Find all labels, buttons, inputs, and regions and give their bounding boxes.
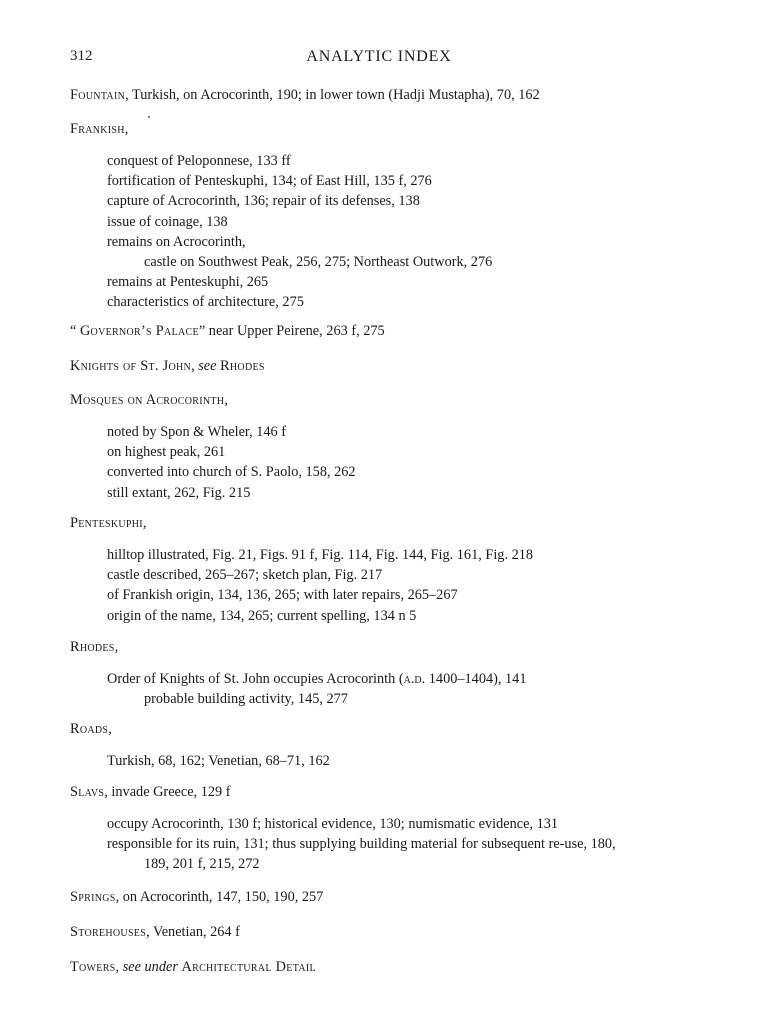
entry-heading	[70, 85, 720, 105]
cross-reference: Architectural Detail	[181, 959, 316, 975]
subentry: occupy Acrocorinth, 130 f; historical evidence, 130; numismatic evidence, 131	[107, 816, 559, 832]
subentry: on highest peak, 261	[107, 444, 226, 461]
subentry	[70, 669, 720, 689]
entry-heading	[70, 513, 720, 533]
subentry: responsible for its ruin, 131; thus supplying building material for subsequent re-use, 180,	[107, 836, 616, 853]
subentry-list	[70, 814, 720, 875]
sub-subentry: probable building activity, 145, 277	[144, 691, 348, 708]
entry-heading	[70, 321, 720, 341]
subentry-list	[70, 545, 720, 626]
entry-heading: Knights of St. John, see Rhodes	[70, 358, 265, 374]
era-abbreviation: a.d.	[403, 671, 426, 687]
heading-term: Storehouses	[70, 924, 147, 940]
subentry-list	[70, 151, 720, 313]
index-entry-governors-palace	[70, 321, 720, 341]
subentry-list	[70, 751, 720, 771]
heading-term: Springs	[70, 889, 116, 905]
subentry-text: 1400–1404), 141	[425, 671, 527, 687]
heading-locators: , invade Greece, 129 f	[104, 784, 231, 800]
index-entry-roads	[70, 719, 720, 771]
index-entry-knights	[70, 356, 720, 376]
heading-term: Knights of St. John	[70, 358, 192, 374]
subentry: characteristics of architecture, 275	[107, 294, 304, 311]
page-number: 312	[70, 48, 93, 64]
heading-locators: , on Acrocorinth, 147, 150, 190, 257	[115, 889, 324, 905]
subentry-list	[70, 422, 720, 503]
subentry: fortification of Penteskuphi, 134; of East Hill, 135 f, 276	[107, 173, 432, 190]
subentry: of Frankish origin, 134, 136, 265; with later repairs, 265–267	[107, 587, 458, 604]
entry-heading	[70, 719, 720, 739]
heading-term: Penteskuphi,	[70, 515, 147, 531]
see-reference: see	[198, 358, 217, 374]
subentry: hilltop illustrated, Fig. 21, Figs. 91 f, Fig. 114, Fig. 144, Fig. 161, Fig. 218	[107, 547, 534, 563]
heading-term: Rhodes,	[70, 639, 119, 655]
cross-reference: Rhodes	[220, 358, 265, 374]
subentry: issue of coinage, 138	[107, 213, 228, 230]
subentry: capture of Acrocorinth, 136; repair of its defenses, 138	[107, 193, 420, 210]
entry-heading	[70, 922, 720, 942]
entry-heading	[70, 390, 720, 410]
heading-term: Towers	[70, 959, 116, 975]
subentry: castle described, 265–267; sketch plan, Fig. 217	[107, 567, 383, 584]
subentry: still extant, 262, Fig. 215	[107, 484, 251, 501]
heading-term: Roads,	[70, 721, 113, 737]
heading-locators: ” near Upper Peirene, 263 f, 275	[198, 323, 385, 339]
subentry: origin of the name, 134, 265; current spelling, 134 n 5	[107, 607, 417, 624]
page-header	[70, 48, 688, 70]
subentry-text: Order of Knights of St. John occupies Acrocorinth (	[107, 671, 404, 687]
open-quote: “	[70, 323, 77, 339]
heading-locators: , Venetian, 264 f	[146, 924, 240, 940]
heading-term: Frankish,	[70, 121, 129, 137]
subentry: Turkish, 68, 162; Venetian, 68–71, 162	[107, 753, 330, 769]
heading-term: Fountain	[70, 87, 126, 103]
index-entry-penteskuphi	[70, 513, 720, 626]
subentry-continuation: 189, 201 f, 215, 272	[144, 856, 260, 873]
heading-locators: , Turkish, on Acrocorinth, 190; in lower town (Hadji Mustapha), 70, 162	[125, 87, 540, 103]
subentry-list	[70, 669, 720, 709]
entry-heading: Towers, see under Architectural Detail	[70, 959, 316, 975]
heading-term: Governor’s Palace	[79, 323, 199, 339]
index-entry-rhodes	[70, 637, 720, 709]
subentry: remains on Acrocorinth,	[107, 233, 246, 250]
index-entry-towers	[70, 957, 720, 977]
entry-heading	[70, 782, 720, 802]
sub-subentry: castle on Southwest Peak, 256, 275; Northeast Outwork, 276	[144, 254, 493, 271]
subentry: remains at Penteskuphi, 265	[107, 274, 269, 291]
heading-term: Slavs	[70, 784, 105, 800]
entry-heading	[70, 637, 720, 657]
index-entry-frankish	[70, 119, 720, 313]
running-title: ANALYTIC INDEX	[306, 48, 452, 65]
scan-speck	[148, 116, 150, 118]
index-entry-storehouses	[70, 922, 720, 942]
subentry: conquest of Peloponnese, 133 ff	[107, 153, 291, 169]
index-entry-springs	[70, 887, 720, 907]
see-reference: see under	[122, 959, 178, 975]
entry-heading	[70, 119, 720, 139]
subentry: noted by Spon & Wheler, 146 f	[107, 424, 287, 440]
index-entry-mosques	[70, 390, 720, 503]
index-entry-slavs	[70, 782, 720, 875]
entry-heading	[70, 887, 720, 907]
subentry: converted into church of S. Paolo, 158, 262	[107, 464, 356, 481]
heading-term: Mosques on Acrocorinth,	[70, 392, 229, 408]
index-entry-fountain	[70, 85, 720, 105]
